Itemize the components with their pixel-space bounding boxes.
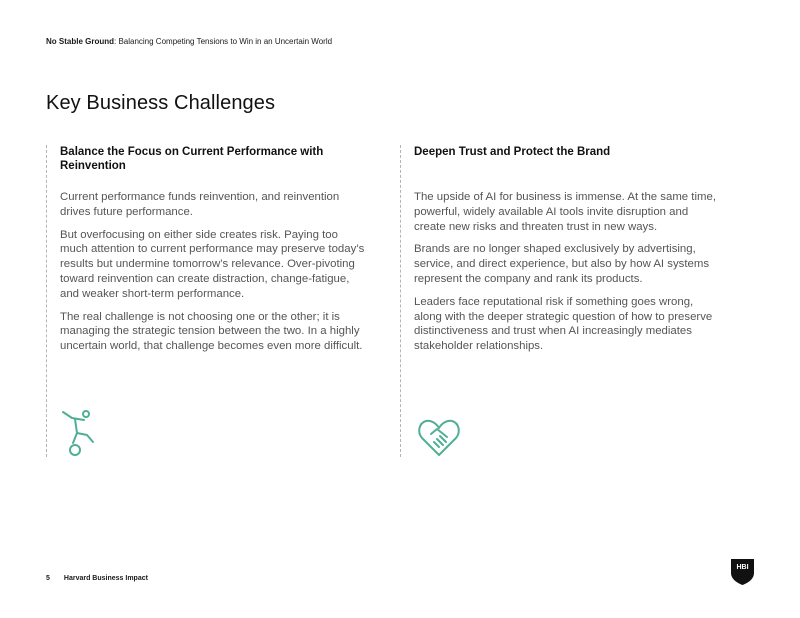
column-heading: Balance the Focus on Current Performance with Reinvention <box>60 146 324 172</box>
svg-text:HBI: HBI <box>736 564 749 571</box>
paragraph: The upside of AI for business is immense. At the same time, powerful, widely available AI tools invite disruption and create new risks and threaten trust in new ways. <box>414 191 716 233</box>
header-series-bold: No Stable Ground <box>46 37 114 46</box>
paragraph: Leaders face reputational risk if something goes wrong, along with the deeper strategic question of how to preserve distinctiveness and trust when AI increasingly mediates stakeholder relationships. <box>414 295 713 353</box>
page-footer <box>46 575 148 582</box>
page-number: 5 <box>46 575 50 582</box>
page-title: Key Business Challenges <box>46 92 276 114</box>
heart-handshake-icon <box>417 415 461 459</box>
paragraph: Brands are no longer shaped exclusively by advertising, service, and direct experience, but also by how AI systems represent the company and rank its products. <box>414 243 710 285</box>
header-series-rest: : Balancing Competing Tensions to Win in an Uncertain World <box>114 37 333 46</box>
hbi-shield-logo <box>731 559 754 585</box>
balancing-figure-icon <box>59 407 97 457</box>
footer-brand: Harvard Business Impact <box>63 575 148 582</box>
challenge-column-trust <box>400 145 721 457</box>
running-header <box>46 37 332 46</box>
column-heading: Deepen Trust and Protect the Brand <box>414 146 611 158</box>
challenge-column-performance <box>46 145 367 457</box>
column-body <box>60 190 366 362</box>
paragraph: But overfocusing on either side creates risk. Paying too much attention to current performance may preserve today’s results but undermine tomorrow’s relevance. Over-pivoting toward reinvention can create distraction, change-fatigue, and weaker short-term performance. <box>60 228 365 300</box>
paragraph: The real challenge is not choosing one or the other; it is managing the strategic tension between the two. In a highly uncertain world, that challenge becomes even more difficult. <box>60 310 363 353</box>
column-body <box>414 190 720 362</box>
paragraph: Current performance funds reinvention, and reinvention drives future performance. <box>60 191 340 218</box>
